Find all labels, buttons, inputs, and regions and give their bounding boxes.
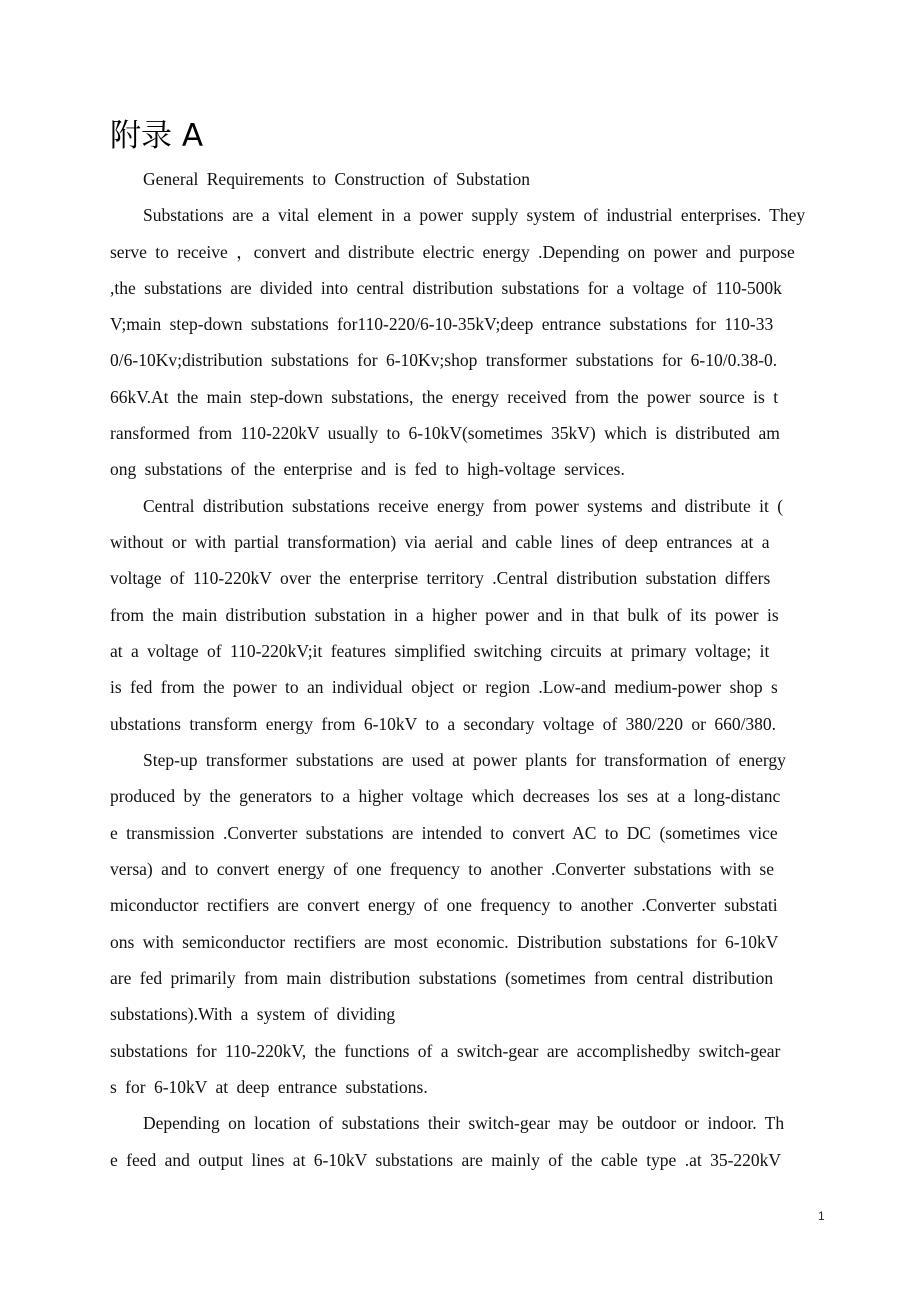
text-line: serve to receive ，convert and distribute electric energy .Depending on power and purpose [110, 242, 795, 262]
text-line: ons with semiconductor rectifiers are most economic. Distribution substations for 6-10kV [110, 932, 779, 952]
text-line: Central distribution substations receive energy from power systems and distribute it ( [143, 496, 784, 516]
text-line: V;main step-down substations for110-220/6-10-35kV;deep entrance substations for 110-33 [110, 314, 774, 334]
text-line: Depending on location of substations their switch-gear may be outdoor or indoor. Th [143, 1113, 785, 1133]
text-line: s for 6-10kV at deep entrance substations. [110, 1077, 428, 1097]
text-line: Substations are a vital element in a power supply system of industrial enterprises. They [143, 205, 806, 225]
text-line: produced by the generators to a higher voltage which decreases los ses at a long-distanc [110, 786, 781, 806]
text-line: versa) and to convert energy of one frequency to another .Converter substations with se [110, 859, 774, 879]
text-line: at a voltage of 110-220kV;it features simplified switching circuits at primary voltage; it [110, 641, 770, 661]
text-line: ,the substations are divided into central distribution substations for a voltage of 110-500k [110, 278, 782, 298]
text-line: Step-up transformer substations are used at power plants for transformation of energy [143, 750, 786, 770]
text-line: miconductor rectifiers are convert energy of one frequency to another .Converter substati [110, 895, 778, 915]
text-line: ubstations transform energy from 6-10kV to a secondary voltage of 380/220 or 660/380. [110, 714, 777, 734]
appendix-heading: 附录 A [110, 118, 204, 154]
text-line: e transmission .Converter substations are intended to convert AC to DC (sometimes vice [110, 823, 778, 843]
text-line: are fed primarily from main distribution substations (sometimes from central distribution [110, 968, 774, 988]
text-line: e feed and output lines at 6-10kV substations are mainly of the cable type .at 35-220kV [110, 1150, 782, 1170]
text-line: voltage of 110-220kV over the enterprise territory .Central distribution substation differs [110, 568, 771, 588]
text-line: 0/6-10Kv;distribution substations for 6-10Kv;shop transformer substations for 6-10/0.38-0. [110, 350, 778, 370]
text-line: without or with partial transformation) via aerial and cable lines of deep entrances at a [110, 532, 770, 552]
text-line: 66kV.At the main step-down substations, the energy received from the power source is t [110, 387, 779, 407]
text-line: substations for 110-220kV, the functions of a switch-gear are accomplishedby switch-gear [110, 1041, 781, 1061]
text-line: substations).With a system of dividing [110, 1004, 396, 1024]
text-line: from the main distribution substation in a higher power and in that bulk of its power is [110, 605, 779, 625]
page-number: 1 [818, 1209, 825, 1223]
text-line: ransformed from 110-220kV usually to 6-10kV(sometimes 35kV) which is distributed am [110, 423, 780, 443]
section-title: General Requirements to Construction of Substation [143, 169, 530, 189]
text-line: ong substations of the enterprise and is fed to high-voltage services. [110, 459, 625, 479]
text-line: is fed from the power to an individual object or region .Low-and medium-power shop s [110, 677, 778, 697]
